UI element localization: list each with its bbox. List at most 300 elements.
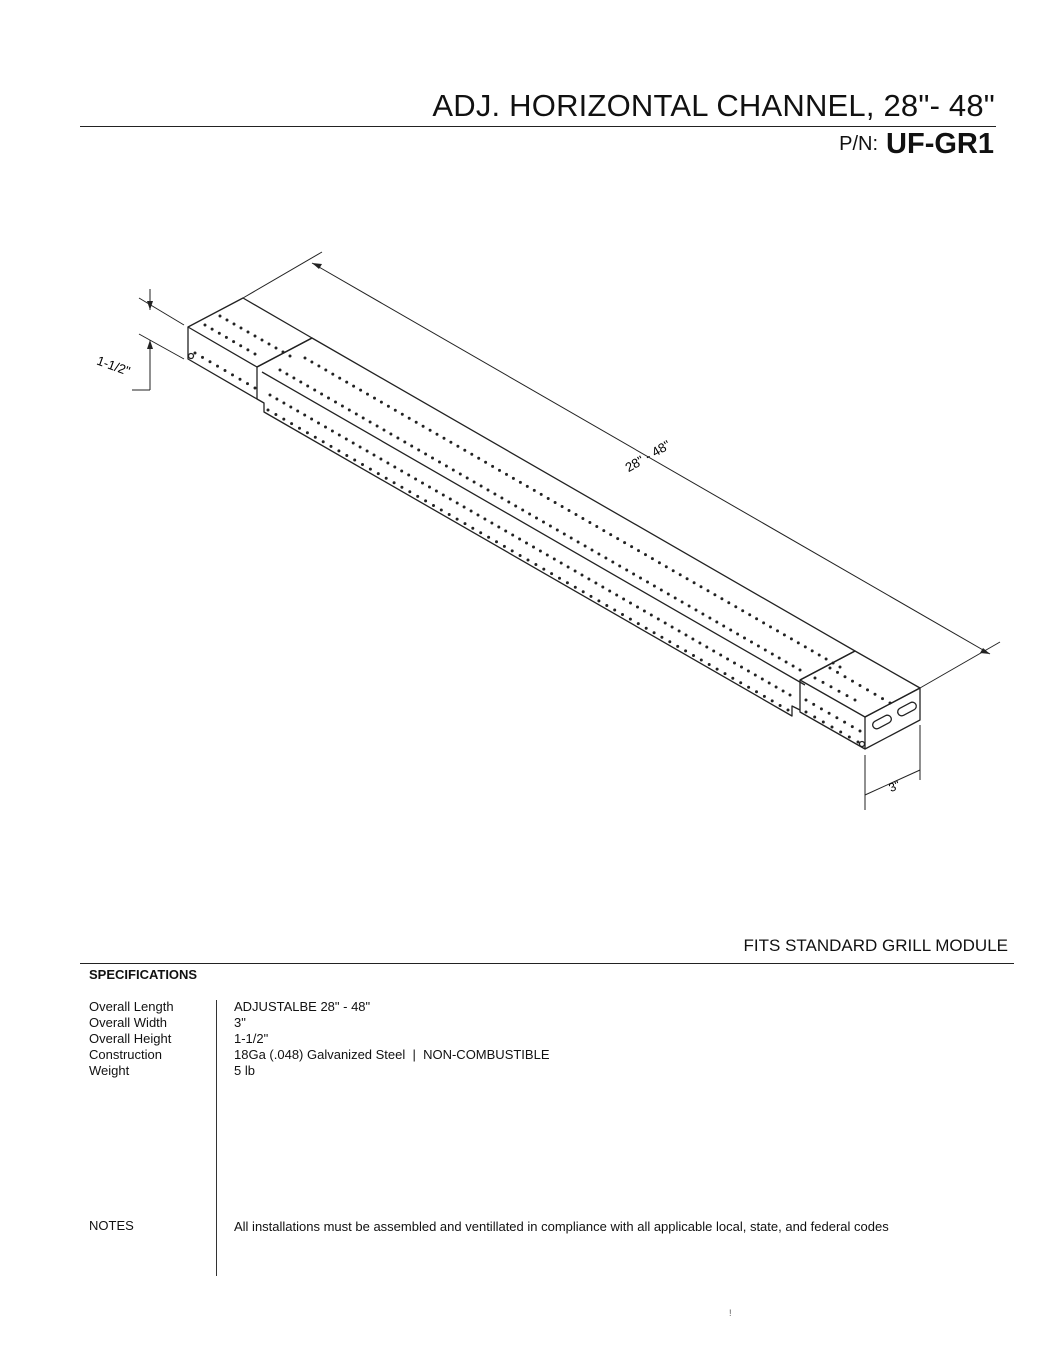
- perforation-hole: [246, 382, 249, 385]
- perforation-hole: [618, 565, 621, 568]
- perforation-hole: [550, 572, 553, 575]
- perforation-hole: [763, 695, 766, 698]
- length-ext-left: [243, 252, 322, 298]
- perforation-hole: [804, 645, 807, 648]
- perforation-hole: [701, 613, 704, 616]
- perforation-hole: [739, 681, 742, 684]
- perforation-hole: [279, 369, 282, 372]
- perforation-hole: [261, 339, 264, 342]
- perforation-hole: [755, 617, 758, 620]
- perforation-hole: [338, 377, 341, 380]
- perforation-hole: [521, 509, 524, 512]
- perforation-hole: [310, 361, 313, 364]
- perforation-hole: [645, 627, 648, 630]
- perforation-hole: [226, 319, 229, 322]
- perforation-hole: [289, 355, 292, 358]
- spec-label: Weight: [89, 1063, 130, 1078]
- perforation-hole: [386, 462, 389, 465]
- perforation-hole: [466, 477, 469, 480]
- perforation-hole: [493, 493, 496, 496]
- perforation-hole: [719, 654, 722, 657]
- perforation-hole: [410, 445, 413, 448]
- perforation-hole: [601, 586, 604, 589]
- perforation-hole: [597, 553, 600, 556]
- perforation-hole: [553, 558, 556, 561]
- end-slot-left: [871, 714, 892, 730]
- perforation-hole: [866, 688, 869, 691]
- perforation-hole: [549, 525, 552, 528]
- perforation-hole: [369, 468, 372, 471]
- page-title: ADJ. HORIZONTAL CHANNEL, 28"- 48": [432, 88, 995, 123]
- perforation-hole: [630, 545, 633, 548]
- perforation-hole: [440, 509, 443, 512]
- perforation-hole: [274, 413, 277, 416]
- perforation-hole: [566, 581, 569, 584]
- perforation-hole: [688, 605, 691, 608]
- perforation-hole: [449, 498, 452, 501]
- perforation-hole: [526, 485, 529, 488]
- perforation-hole: [637, 622, 640, 625]
- perforation-hole: [660, 636, 663, 639]
- perforation-hole: [643, 610, 646, 613]
- perforation-hole: [854, 699, 857, 702]
- perforation-hole: [615, 594, 618, 597]
- perforation-hole: [757, 645, 760, 648]
- perforation-hole: [359, 389, 362, 392]
- perforation-hole: [431, 457, 434, 460]
- perforation-hole: [373, 397, 376, 400]
- perforation-hole: [341, 405, 344, 408]
- perforation-hole: [805, 699, 808, 702]
- perforation-hole: [783, 633, 786, 636]
- perforation-hole: [584, 545, 587, 548]
- perforation-hole: [317, 365, 320, 368]
- perforation-hole: [597, 599, 600, 602]
- part-number-label: P/N:: [839, 133, 879, 155]
- perforation-hole: [483, 518, 486, 521]
- perforation-hole: [415, 421, 418, 424]
- perforation-hole: [438, 461, 441, 464]
- spec-label: Overall Width: [89, 1015, 168, 1030]
- perforation-hole: [201, 356, 204, 359]
- perforation-hole: [708, 617, 711, 620]
- channel-top-outline: [257, 338, 855, 680]
- perforation-hole: [668, 640, 671, 643]
- perforation-hole: [267, 409, 270, 412]
- fits-note: FITS STANDARD GRILL MODULE: [743, 936, 1008, 955]
- perforation-hole: [254, 387, 257, 390]
- perforation-hole: [755, 690, 758, 693]
- perforation-hole: [665, 565, 668, 568]
- perforation-hole: [838, 690, 841, 693]
- perforation-hole: [477, 457, 480, 460]
- perforation-hole: [785, 661, 788, 664]
- perforation-hole: [542, 568, 545, 571]
- perforation-hole: [582, 590, 585, 593]
- perforation-hole: [504, 530, 507, 533]
- perforation-hole: [792, 665, 795, 668]
- perforation-hole: [846, 694, 849, 697]
- perforation-hole: [519, 481, 522, 484]
- perforation-hole: [345, 454, 348, 457]
- perforation-hole: [380, 401, 383, 404]
- spec-label: Overall Height: [89, 1031, 172, 1046]
- perforation-hole: [639, 577, 642, 580]
- spec-label: Overall Length: [89, 999, 174, 1014]
- perforation-hole: [306, 431, 309, 434]
- perforation-hole: [324, 426, 327, 429]
- perforation-hole: [657, 618, 660, 621]
- perforation-hole: [511, 534, 514, 537]
- perforation-hole: [590, 595, 593, 598]
- channel-front-face: [257, 399, 800, 716]
- perforation-hole: [525, 542, 528, 545]
- perforation-hole: [762, 621, 765, 624]
- perforation-hole: [623, 541, 626, 544]
- perforation-hole: [246, 348, 249, 351]
- perforation-hole: [574, 570, 577, 573]
- perforation-hole: [385, 477, 388, 480]
- perforation-hole: [629, 602, 632, 605]
- perforation-hole: [479, 531, 482, 534]
- perforation-hole: [889, 702, 892, 705]
- dim-length-label: 28" - 48": [622, 437, 674, 476]
- perforation-hole: [797, 641, 800, 644]
- perforation-hole: [851, 725, 854, 728]
- perforation-hole: [334, 401, 337, 404]
- perforation-hole: [470, 510, 473, 513]
- perforation-hole: [726, 658, 729, 661]
- perforation-hole: [622, 598, 625, 601]
- perforation-hole: [724, 672, 727, 675]
- perforation-hole: [727, 601, 730, 604]
- perforation-hole: [563, 533, 566, 536]
- spec-value: 1-1/2": [234, 1031, 269, 1046]
- perforation-hole: [729, 629, 732, 632]
- perforation-hole: [575, 513, 578, 516]
- perforation-hole: [292, 377, 295, 380]
- perforation-hole: [776, 629, 779, 632]
- perforation-hole: [820, 707, 823, 710]
- perforation-hole: [477, 514, 480, 517]
- perforation-hole: [761, 678, 764, 681]
- perforation-hole: [389, 433, 392, 436]
- height-ext-bottom: [139, 334, 184, 359]
- perforation-hole: [692, 654, 695, 657]
- perforation-hole: [790, 637, 793, 640]
- perforation-hole: [829, 667, 832, 670]
- perforation-hole: [239, 378, 242, 381]
- perforation-hole: [282, 418, 285, 421]
- spec-value: 5 lb: [234, 1063, 255, 1078]
- perforation-hole: [327, 397, 330, 400]
- perforation-hole: [539, 550, 542, 553]
- perforation-hole: [534, 563, 537, 566]
- perforation-hole: [712, 650, 715, 653]
- perforation-hole: [651, 557, 654, 560]
- perforation-hole: [747, 670, 750, 673]
- left-sleeve-outline: [188, 298, 312, 367]
- perforation-hole: [310, 418, 313, 421]
- perforation-hole: [771, 699, 774, 702]
- perforation-hole: [818, 654, 821, 657]
- perforation-hole: [387, 405, 390, 408]
- perforation-hole: [254, 335, 257, 338]
- perforation-hole: [495, 540, 498, 543]
- perforation-hole: [490, 522, 493, 525]
- perforation-hole: [239, 344, 242, 347]
- perforation-hole: [414, 478, 417, 481]
- perforation-hole: [497, 526, 500, 529]
- perforation-hole: [561, 505, 564, 508]
- perforation-hole: [503, 545, 506, 548]
- perforation-hole: [581, 517, 584, 520]
- perforation-hole: [400, 486, 403, 489]
- perforation-hole: [625, 569, 628, 572]
- perforation-hole: [487, 489, 490, 492]
- perforation-hole: [621, 613, 624, 616]
- spec-value: 3": [234, 1015, 246, 1030]
- perforation-hole: [535, 517, 538, 520]
- perforation-hole: [698, 642, 701, 645]
- perforation-hole: [814, 677, 817, 680]
- perforation-hole: [695, 609, 698, 612]
- perforation-hole: [602, 529, 605, 532]
- perforation-hole: [822, 721, 825, 724]
- perforation-hole: [664, 622, 667, 625]
- perforation-hole: [463, 449, 466, 452]
- perforation-hole: [637, 549, 640, 552]
- perforation-hole: [533, 489, 536, 492]
- perforation-hole: [836, 671, 839, 674]
- perforation-hole: [331, 373, 334, 376]
- perforation-hole: [556, 529, 559, 532]
- perforation-hole: [383, 429, 386, 432]
- perforation-hole: [605, 604, 608, 607]
- perforation-hole: [304, 357, 307, 360]
- perforation-hole: [500, 497, 503, 500]
- perforation-hole: [828, 712, 831, 715]
- perforation-hole: [470, 453, 473, 456]
- perforation-hole: [672, 569, 675, 572]
- perforation-hole: [275, 347, 278, 350]
- perforation-hole: [646, 581, 649, 584]
- perforation-hole: [422, 425, 425, 428]
- perforation-hole: [209, 360, 212, 363]
- perforation-hole: [366, 393, 369, 396]
- perforation-hole: [700, 585, 703, 588]
- page-mark: !: [729, 1308, 732, 1318]
- perforation-hole: [588, 521, 591, 524]
- perforation-hole: [734, 605, 737, 608]
- perforation-hole: [636, 606, 639, 609]
- perforation-hole: [338, 434, 341, 437]
- spec-labels: [89, 999, 174, 1079]
- rivet-right: [860, 742, 865, 747]
- perforation-hole: [611, 561, 614, 564]
- perforation-hole: [613, 609, 616, 612]
- perforation-hole: [799, 669, 802, 672]
- perforation-hole: [322, 440, 325, 443]
- perforation-hole: [708, 663, 711, 666]
- perforation-hole: [787, 709, 790, 712]
- perforation-hole: [456, 518, 459, 521]
- perforation-hole: [459, 473, 462, 476]
- perforation-hole: [778, 657, 781, 660]
- part-number-value: UF-GR1: [886, 128, 994, 160]
- perforation-hole: [194, 352, 197, 355]
- perforation-hole: [298, 427, 301, 430]
- perforation-hole: [740, 666, 743, 669]
- spec-heading: SPECIFICATIONS: [89, 967, 198, 982]
- perforation-hole: [471, 527, 474, 530]
- perforation-hole: [595, 525, 598, 528]
- perforation-hole: [822, 681, 825, 684]
- perforation-hole: [514, 505, 517, 508]
- perforation-hole: [844, 675, 847, 678]
- perforation-hole: [204, 324, 207, 327]
- perforation-hole: [345, 438, 348, 441]
- perforation-hole: [299, 381, 302, 384]
- perforation-hole: [679, 573, 682, 576]
- perforation-hole: [512, 477, 515, 480]
- perforation-hole: [435, 490, 438, 493]
- perforation-hole: [393, 466, 396, 469]
- perforation-hole: [768, 682, 771, 685]
- perforation-hole: [629, 618, 632, 621]
- perforation-hole: [577, 541, 580, 544]
- perforation-hole: [366, 450, 369, 453]
- perforation-hole: [722, 625, 725, 628]
- perforation-hole: [658, 561, 661, 564]
- dim-width-label: 3": [886, 777, 903, 795]
- rivet-left: [189, 354, 194, 359]
- perforation-hole: [314, 436, 317, 439]
- perforation-hole: [303, 414, 306, 417]
- perforation-hole: [463, 506, 466, 509]
- perforation-hole: [857, 741, 860, 744]
- perforation-hole: [874, 693, 877, 696]
- perforation-hole: [331, 430, 334, 433]
- perforation-hole: [527, 559, 530, 562]
- perforation-hole: [604, 557, 607, 560]
- perforation-hole: [377, 472, 380, 475]
- perforation-hole: [417, 449, 420, 452]
- perforation-hole: [403, 441, 406, 444]
- perforation-hole: [289, 406, 292, 409]
- perforation-hole: [296, 410, 299, 413]
- perforation-hole: [232, 340, 235, 343]
- perforation-hole: [306, 385, 309, 388]
- perforation-hole: [830, 685, 833, 688]
- perforation-hole: [394, 409, 397, 412]
- perforation-hole: [686, 577, 689, 580]
- channel-ridge: [262, 372, 805, 685]
- perforation-hole: [218, 332, 221, 335]
- perforation-hole: [546, 554, 549, 557]
- perforation-hole: [379, 458, 382, 461]
- spec-value: ADJUSTALBE 28" - 48": [234, 999, 371, 1014]
- perforation-hole: [352, 442, 355, 445]
- perforation-hole: [789, 694, 792, 697]
- perforation-hole: [676, 645, 679, 648]
- perforation-hole: [859, 684, 862, 687]
- perforation-hole: [285, 373, 288, 376]
- perforation-hole: [345, 381, 348, 384]
- perforation-hole: [769, 625, 772, 628]
- perforation-hole: [408, 417, 411, 420]
- perforation-hole: [519, 554, 522, 557]
- perforation-hole: [449, 441, 452, 444]
- perforation-hole: [859, 730, 862, 733]
- perforation-hole: [432, 504, 435, 507]
- height-ext-top: [139, 298, 184, 325]
- perforation-hole: [700, 659, 703, 662]
- perforation-hole: [532, 546, 535, 549]
- perforation-hole: [754, 674, 757, 677]
- perforation-hole: [748, 613, 751, 616]
- perforation-hole: [547, 497, 550, 500]
- perforation-hole: [396, 437, 399, 440]
- perforation-hole: [581, 574, 584, 577]
- perforation-hole: [678, 630, 681, 633]
- perforation-hole: [442, 494, 445, 497]
- perforation-hole: [775, 686, 778, 689]
- perforation-hole: [348, 409, 351, 412]
- perforation-hole: [484, 461, 487, 464]
- perforation-hole: [275, 398, 278, 401]
- perforation-hole: [324, 369, 327, 372]
- right-sleeve-face: [800, 680, 865, 749]
- perforation-hole: [825, 658, 828, 661]
- perforation-hole: [376, 425, 379, 428]
- spec-label: Construction: [89, 1047, 162, 1062]
- perforation-hole: [660, 589, 663, 592]
- perforation-hole: [831, 726, 834, 729]
- perforation-hole: [400, 470, 403, 473]
- perforation-hole: [812, 703, 815, 706]
- perforation-hole: [594, 582, 597, 585]
- perforation-hole: [616, 537, 619, 540]
- perforation-hole: [507, 501, 510, 504]
- perforation-hole: [609, 533, 612, 536]
- perforation-hole: [558, 577, 561, 580]
- perforation-hole: [693, 581, 696, 584]
- perforation-hole: [839, 666, 842, 669]
- perforation-hole: [424, 499, 427, 502]
- perforation-hole: [811, 649, 814, 652]
- perforation-hole: [505, 473, 508, 476]
- perforation-hole: [436, 433, 439, 436]
- perforation-hole: [487, 536, 490, 539]
- perforation-hole: [424, 453, 427, 456]
- perforation-hole: [684, 649, 687, 652]
- perforation-hole: [782, 690, 785, 693]
- perforation-hole: [671, 626, 674, 629]
- perforation-hole: [452, 469, 455, 472]
- perforation-hole: [254, 353, 257, 356]
- perforation-hole: [247, 331, 250, 334]
- perforation-hole: [587, 578, 590, 581]
- perforation-hole: [715, 621, 718, 624]
- perforation-hole: [731, 677, 734, 680]
- perforation-hole: [650, 614, 653, 617]
- end-slot-right: [896, 701, 917, 717]
- perforation-hole: [813, 716, 816, 719]
- spec-value: 18Ga (.048) Galvanized Steel | NON-COMBUSTIBLE: [234, 1047, 550, 1062]
- perforation-hole: [518, 538, 521, 541]
- left-sleeve-face: [188, 327, 257, 399]
